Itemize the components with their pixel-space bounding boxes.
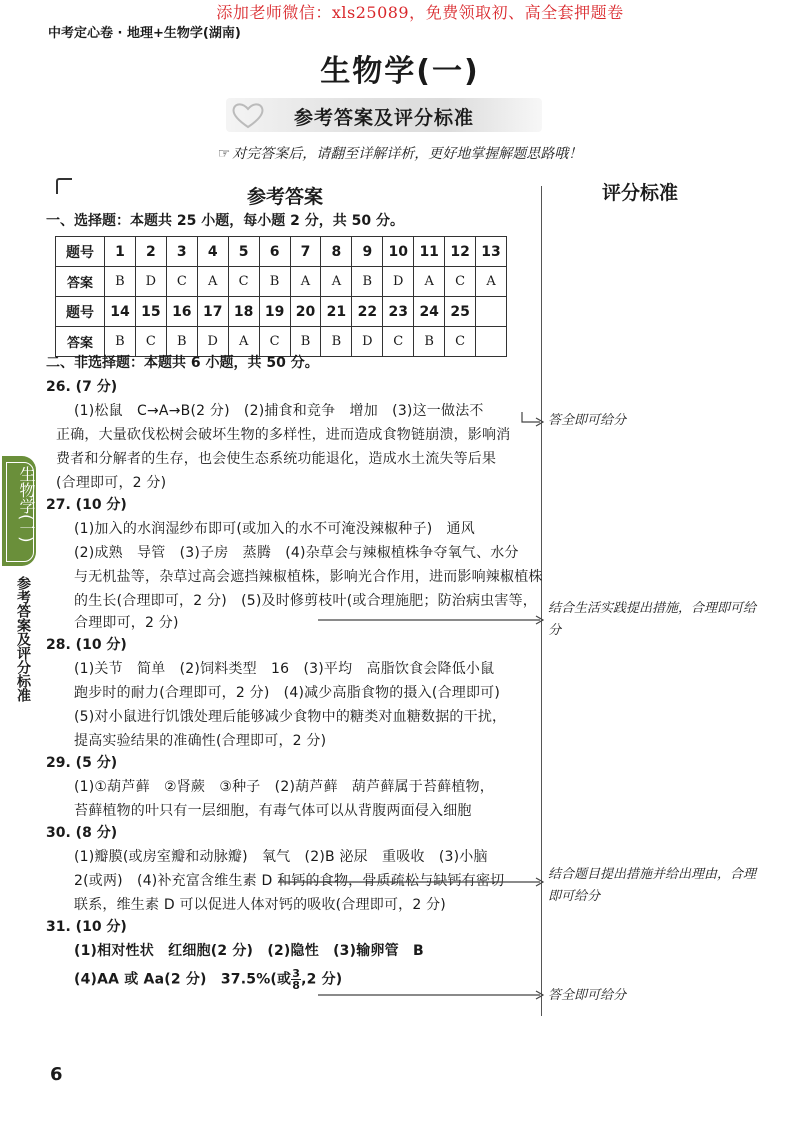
page-title: 生物学(一) — [320, 54, 480, 89]
question-number: 17 — [197, 297, 228, 327]
hint-text: 对完答案后，请翻至详解详析，更好地掌握解题思路哦！ — [232, 146, 583, 162]
row-label: 答案 — [56, 267, 105, 297]
question-number: 13 — [476, 237, 507, 267]
question-27-label: 27. (10 分) — [46, 497, 127, 513]
answer-text: ,2 分) — [301, 971, 343, 988]
answer-line: 的生长(合理即可，2 分) (5)及时修剪枝叶(或合理施肥；防治病虫害等， — [74, 593, 537, 609]
answer-cell: C — [259, 327, 290, 357]
answer-cell: B — [414, 327, 445, 357]
question-number: 1 — [105, 237, 136, 267]
answer-line: 跑步时的耐力(合理即可，2 分) (4)减少高脂食物的摄入(合理即可) — [74, 685, 501, 701]
question-26-label: 26. (7 分) — [46, 379, 118, 395]
question-number: 20 — [290, 297, 321, 327]
answer-line: 提高实验结果的准确性(合理即可，2 分) — [74, 733, 327, 749]
question-number: 2 — [135, 237, 166, 267]
answer-cell: A — [414, 267, 445, 297]
page-number: 6 — [50, 1064, 63, 1085]
answer-cell: D — [197, 327, 228, 357]
answer-line: (1)松鼠 C→A→B(2 分) (2)捕食和竞争 增加 (3)这一做法不 — [74, 403, 484, 419]
answer-cell: B — [166, 327, 197, 357]
answer-cell: A — [321, 267, 352, 297]
question-number: 5 — [228, 237, 259, 267]
question-number: 22 — [352, 297, 383, 327]
question-number: 19 — [259, 297, 290, 327]
series-title: 中考定心卷 · 地理+生物学(湖南) — [48, 26, 241, 41]
answer-line: (合理即可，2 分) — [56, 475, 167, 491]
answer-line: 苔藓植物的叶只有一层细胞，有毒气体可以从背腹两面侵入细胞 — [74, 803, 472, 819]
question-number: 23 — [383, 297, 414, 327]
question-number: 8 — [321, 237, 352, 267]
question-number: 7 — [290, 237, 321, 267]
answer-cell: C — [228, 267, 259, 297]
answer-line: (5)对小鼠进行饥饿处理后能够减少食物中的糖类对血糖数据的干扰， — [74, 709, 507, 725]
question-number: 24 — [414, 297, 445, 327]
answer-cell: B — [105, 267, 136, 297]
answer-text: (4)AA 或 Aa(2 分) 37.5%(或 — [74, 971, 292, 988]
answer-cell: C — [445, 327, 476, 357]
question-29-label: 29. (5 分) — [46, 755, 118, 771]
question-number: 18 — [228, 297, 259, 327]
answer-cell: B — [105, 327, 136, 357]
side-label: 参考答案及评分标准 — [15, 576, 31, 702]
answer-cell: C — [445, 267, 476, 297]
answer-cell: A — [290, 267, 321, 297]
answer-line: 联系，维生素 D 可以促进人体对钙的吸收(合理即可，2 分) — [74, 897, 446, 913]
answer-cell: B — [290, 327, 321, 357]
answer-line: (1)加入的水润湿纱布即可(或加入的水不可淹没辣椒种子) 通风 — [74, 521, 475, 537]
answer-cell: C — [135, 327, 166, 357]
answer-cell: C — [383, 327, 414, 357]
question-number: 15 — [135, 297, 166, 327]
answer-line: 合理即可，2 分) — [74, 615, 179, 631]
question-number: 25 — [445, 297, 476, 327]
watermark-text: 添加老师微信：xls25089，免费领取初、高全套押题卷 — [216, 3, 624, 22]
answers-heading: 参考答案 — [247, 186, 324, 208]
answer-line: 费者和分解者的生存，也会使生态系统功能退化，造成水土流失等后果 — [56, 451, 497, 467]
answer-cell: B — [352, 267, 383, 297]
answer-line: 正确，大量砍伐松树会破坏生物的多样性，进而造成食物链崩溃，影响消 — [56, 427, 511, 443]
section1-heading: 一、选择题：本题共 25 小题，每小题 2 分，共 50 分。 — [46, 213, 404, 229]
banner-title: 参考答案及评分标准 — [293, 107, 474, 129]
scoring-heading: 评分标准 — [602, 182, 679, 204]
answer-cell: B — [321, 327, 352, 357]
question-number: 10 — [383, 237, 414, 267]
scoring-note: 答全即可给分 — [548, 413, 627, 428]
answer-line: (1)①葫芦藓 ②肾蕨 ③种子 (2)葫芦藓 葫芦藓属于苔藓植物， — [74, 779, 494, 795]
scoring-note: 答全即可给分 — [548, 988, 627, 1003]
answer-cell: C — [166, 267, 197, 297]
answer-cell: A — [476, 267, 507, 297]
question-number: 21 — [321, 297, 352, 327]
answer-line: 2(或两) (4)补充富含维生素 D 和钙的食物，骨质疏松与缺钙有密切 — [74, 873, 505, 889]
fraction-numerator: 3 — [292, 967, 301, 980]
question-31-label: 31. (10 分) — [46, 919, 127, 935]
answer-cell: B — [259, 267, 290, 297]
fraction-denominator: 8 — [292, 979, 301, 992]
answer-cell: D — [383, 267, 414, 297]
question-number: 3 — [166, 237, 197, 267]
question-number: 6 — [259, 237, 290, 267]
answer-cell: D — [352, 327, 383, 357]
row-label: 题号 — [56, 237, 105, 267]
answer-line: (2)成熟 导管 (3)子房 蒸腾 (4)杂草会与辣椒植株争夺氧气、水分 — [74, 545, 519, 561]
question-number: 11 — [414, 237, 445, 267]
answer-line: (1)关节 简单 (2)饲料类型 16 (3)平均 高脂饮食会降低小鼠 — [74, 661, 495, 677]
side-tab — [2, 456, 36, 566]
question-number: 12 — [445, 237, 476, 267]
arrow-line — [522, 412, 540, 422]
answer-line: (1)相对性状 红细胞(2 分) (2)隐性 (3)输卵管 B — [74, 943, 424, 959]
question-number: 16 — [166, 297, 197, 327]
row-label: 答案 — [56, 327, 105, 357]
row-label: 题号 — [56, 297, 105, 327]
answer-line: 与无机盐等，杂草过高会遮挡辣椒植株，影响光合作用，进而影响辣椒植株 — [74, 569, 543, 585]
side-tab-text: 生物学(一) — [17, 466, 36, 543]
section2-heading: 二、非选择题：本题共 6 小题，共 50 分。 — [46, 355, 319, 371]
answer-cell: A — [228, 327, 259, 357]
answer-line: (1)瓣膜(或房室瓣和动脉瓣) 氧气 (2)B 泌尿 重吸收 (3)小脑 — [74, 849, 488, 865]
question-number: 4 — [197, 237, 228, 267]
question-28-label: 28. (10 分) — [46, 637, 127, 653]
answer-cell: D — [135, 267, 166, 297]
question-number: 9 — [352, 237, 383, 267]
scoring-note: 结合题目提出措施并给出理由，合理即可给分 — [548, 867, 757, 904]
pointing-hand-icon: ☞ — [217, 146, 231, 162]
scoring-note: 结合生活实践提出措施，合理即可给分 — [548, 601, 757, 638]
question-number: 14 — [105, 297, 136, 327]
question-30-label: 30. (8 分) — [46, 825, 118, 841]
answer-cell: A — [197, 267, 228, 297]
